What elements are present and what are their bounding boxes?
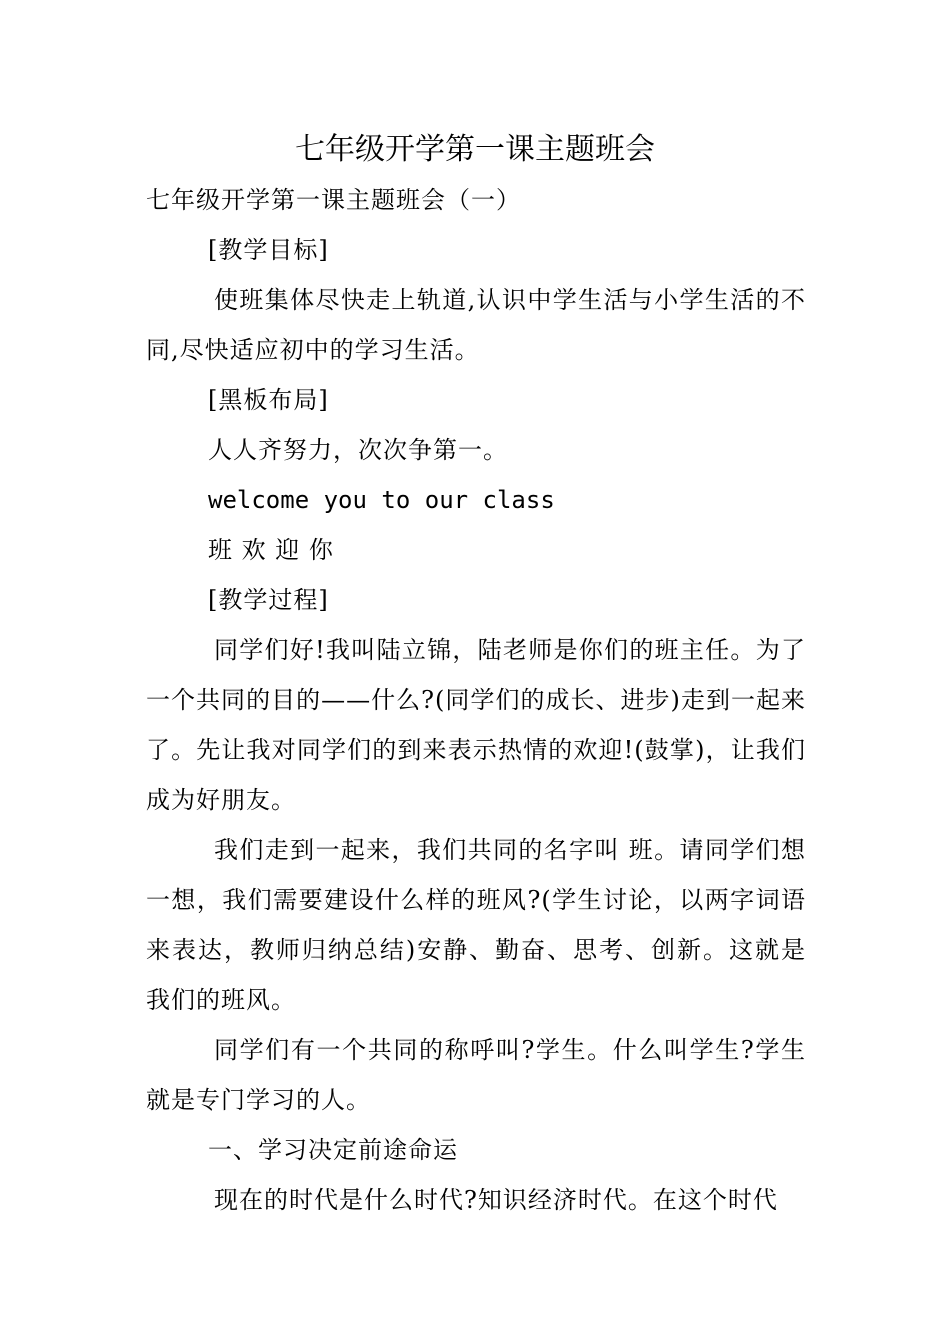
document-subtitle: 七年级开学第一课主题班会（一）: [146, 186, 521, 214]
document-body: [146, 175, 806, 1225]
document-title: 七年级开学第一课主题班会: [295, 132, 655, 167]
paragraph-era: 现在的时代是什么时代?知识经济时代。在这个时代: [214, 1186, 778, 1214]
heading-blackboard-layout: [黑板布局]: [208, 386, 329, 414]
heading-teaching-goal: [教学目标]: [208, 236, 329, 264]
paragraph-class-style: 我们走到一起来，我们共同的名字叫 班。请同学们想一想，我们需要建设什么样的班风?(学生讨论，以两字词语来表达，教师归纳总结)安静、勤奋、思考、创新。这就是我们的班风。: [146, 836, 806, 1014]
section-heading-1: 一、学习决定前途命运: [208, 1136, 458, 1164]
heading-teaching-process: [教学过程]: [208, 586, 329, 614]
blackboard-line-3: 班 欢 迎 你: [208, 536, 334, 564]
paragraph-greeting: 同学们好!我叫陆立锦，陆老师是你们的班主任。为了一个共同的目的——什么?(同学们的成长、进步)走到一起来了。先让我对同学们的到来表示热情的欢迎!(鼓掌)，让我们成为好朋友。: [146, 636, 806, 814]
paragraph-goal: 使班集体尽快走上轨道,认识中学生活与小学生活的不同,尽快适应初中的学习生活。: [146, 286, 806, 364]
blackboard-line-2: welcome you to our class: [208, 486, 555, 514]
paragraph-student: 同学们有一个共同的称呼叫?学生。什么叫学生?学生就是专门学习的人。: [146, 1036, 806, 1114]
blackboard-line-1: 人人齐努力，次次争第一。: [208, 436, 508, 464]
